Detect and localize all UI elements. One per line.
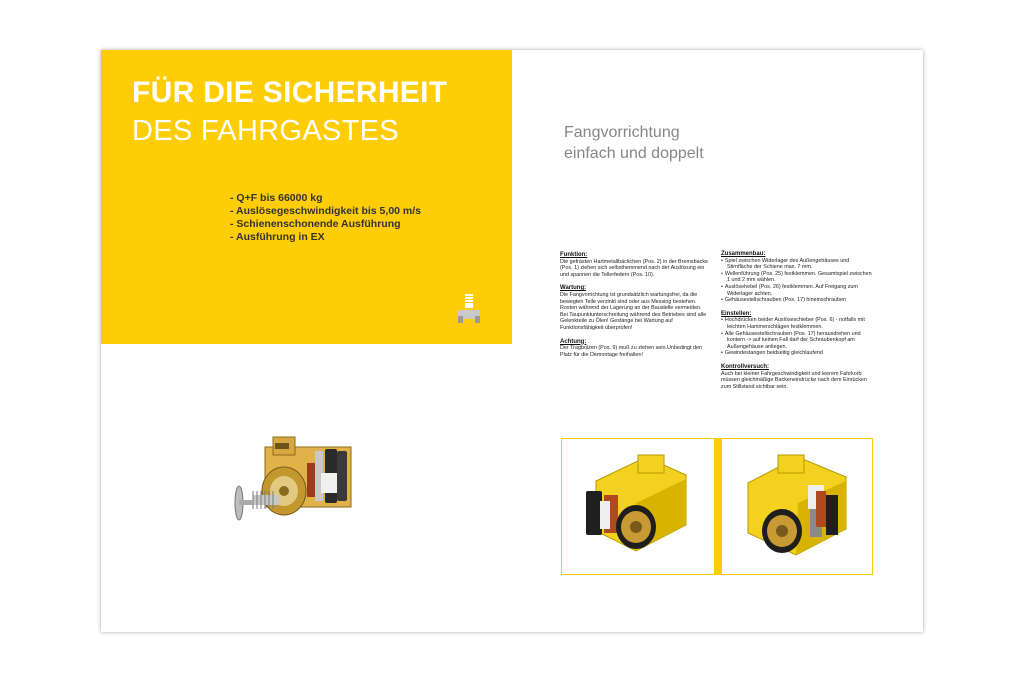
section-heading: Wartung: xyxy=(560,285,587,292)
title-panel xyxy=(101,50,512,344)
section-heading: Kontrollversuch: xyxy=(721,363,770,370)
section-heading: Zusammenbau: xyxy=(721,251,766,257)
product-heading-line: einfach und doppelt xyxy=(564,145,704,162)
section-heading: Funktion: xyxy=(560,252,588,258)
cad-view-rear xyxy=(734,449,862,561)
feature-item: - Schienenschonende Ausführung xyxy=(230,218,401,230)
page-subtitle: DES FAHRGASTES xyxy=(132,115,399,147)
section-text: Die gefrästen Hartmetallbäckchen (Pos. 2) in der Bremsbacke (Pos. 1) ziehen sich selbsthemmend nach der Auslösung ein und spannen die Tellerfedern (Pos. 10). xyxy=(560,258,709,278)
brand-logo-icon xyxy=(456,292,482,324)
cad-illustrations-frame xyxy=(561,438,873,575)
section-text: Der Tragbolzen (Pos. 9) muß zu ziehen sein.Unbedingt den Platz für die Demontage freihalten! xyxy=(560,345,703,358)
product-heading-line: Fangvorrichtung xyxy=(564,124,680,141)
bullet-list xyxy=(721,317,874,357)
list-item: • Auslösehebel (Pos. 26) festklemmen. Auf Freigang zum Widerlager achten. xyxy=(727,284,874,297)
page-title: FÜR DIE SICHERHEIT xyxy=(132,76,448,109)
list-item: • Gewindestangen beidseitig gleichlaufend xyxy=(727,350,874,357)
list-item: • Gehäusestellschrauben (Pos. 17) hineinschrauben xyxy=(727,297,874,304)
section-heading: Einstellen: xyxy=(721,310,752,317)
frame-divider xyxy=(714,439,722,574)
feature-item: - Ausführung in EX xyxy=(230,231,325,243)
feature-list xyxy=(230,192,421,244)
list-item: • Hochdrücken beider Auslöseschieber (Pos. 6) - notfalls mit leichten Hammerschlägen festklemmen. xyxy=(727,317,874,330)
section-heading: Achtung: xyxy=(560,338,587,345)
list-item: • Spiel zwischen Widerlager des Außengehäuses und Stirnfläche der Schiene max. 7 mm. xyxy=(727,258,874,271)
list-item: • Wellenführung (Pos. 25) festklemmen. Gesamtspiel zwischen 1 und 2 mm wählen. xyxy=(727,271,874,284)
text-column-left xyxy=(560,252,710,365)
text-column-right xyxy=(721,251,874,397)
bullet-list xyxy=(721,258,874,304)
product-heading xyxy=(564,122,704,164)
feature-item: - Auslösegeschwindigkeit bis 5,00 m/s xyxy=(230,205,422,217)
section-text: Auch bei kleiner Fahrgeschwindigkeit und leerem Fahrkorb müssen gleichmäßige Backeneindrücke nach dem Einrücken zum Stillstand sichtbar sein. xyxy=(721,370,867,390)
brochure-spread xyxy=(101,50,923,632)
cad-view-front xyxy=(576,451,700,561)
feature-item: - Q+F bis 66000 kg xyxy=(230,192,323,204)
safety-gear-photo xyxy=(229,433,369,548)
section-text: Die Fangvorrichtung ist grundsätzlich wartungsfrei, da die bewegten Teile verzinkt sind oder aus Messing bestehen. Rosten während der Lagerung an der Baustelle vermeiden. Bei Taupunktunterschreitung während des Betriebes sind alle Gelenkteile zu Ölen! Gestänge bei Wartung auf Funktionsfähigkeit überprüfen! xyxy=(560,291,707,331)
list-item: • Alle Gehäusestellschrauben (Pos. 17) herausdrehen und kontern -> auf keinen Fall darf der Schraubenkopf am Außengehäuse anliegen. xyxy=(727,331,874,351)
